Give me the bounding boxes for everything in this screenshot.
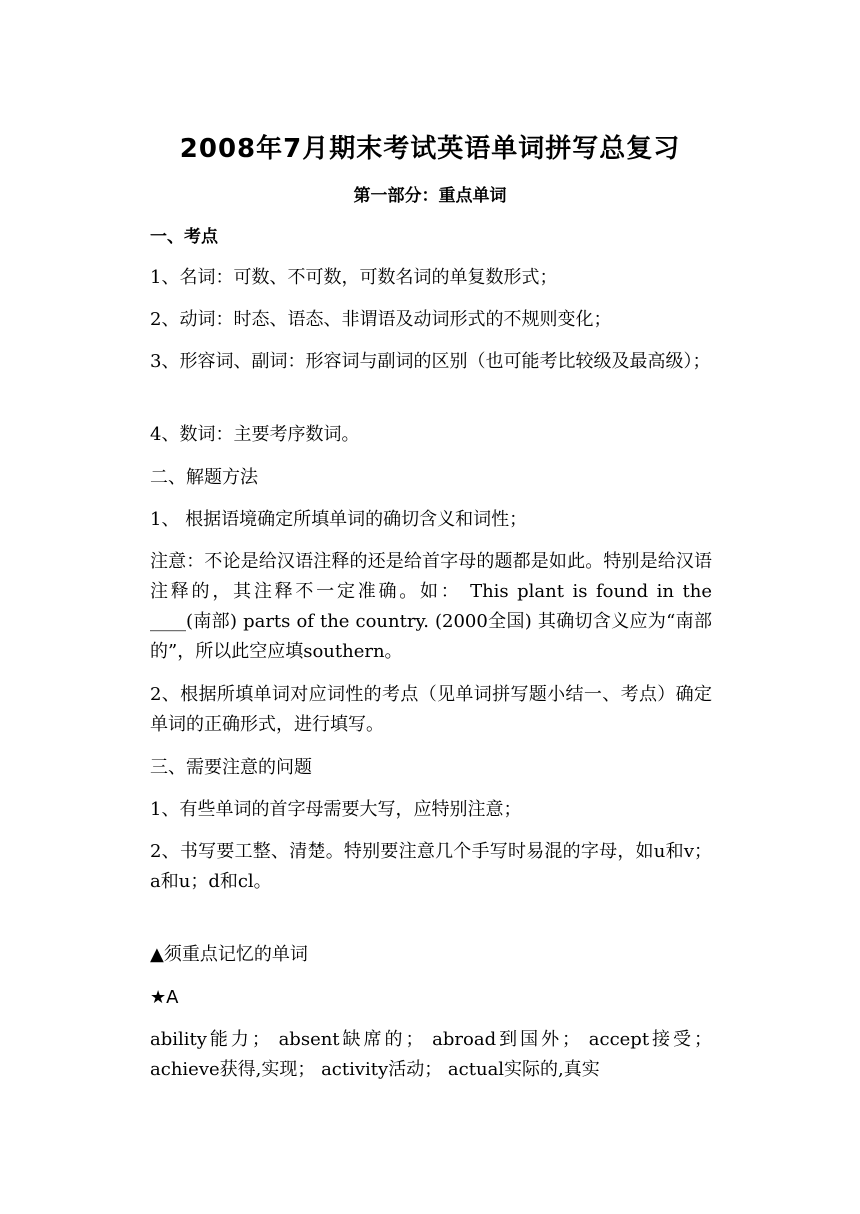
document-subtitle: 第一部分：重点单词 [353, 186, 507, 206]
section3-heading: 三、需要注意的问题 [150, 757, 312, 778]
section2-item-1: 1、 根据语境确定所填单词的确切含义和词性； [150, 509, 528, 530]
section1-item-4: 4、数词：主要考序数词。 [150, 424, 360, 445]
section1-heading: 一、考点 [150, 227, 218, 247]
memorize-heading: ▲须重点记忆的单词 [150, 944, 308, 965]
section2-heading: 二、解题方法 [150, 467, 258, 488]
section3-item-2: 2、书写要工整、清楚。特别要注意几个手写时易混的字母，如u和v；a和u；d和cl。 [150, 841, 712, 892]
section1-item-2: 2、动词：时态、语态、非谓语及动词形式的不规则变化； [150, 309, 612, 330]
document-title: 2008年7月期末考试英语单词拼写总复习 [179, 134, 681, 164]
word-list-a: ability能力； absent缺席的； abroad到国外； accept接受； achieve获得,实现； activity活动； actual实际的,真实 [150, 1029, 712, 1080]
section1-item-1: 1、名词：可数、不可数，可数名词的单复数形式； [150, 267, 558, 288]
section1-item-3: 3、形容词、副词：形容词与副词的区别（也可能考比较级及最高级）； [150, 351, 711, 372]
letter-a-heading: ★A [150, 987, 179, 1008]
section2-note: 注意：不论是给汉语注释的还是给首字母的题都是如此。特别是给汉语注释的，其注释不一定准确。如： This plant is found in the ____(南部) parts of the country. (2000全国) 其确切含义应为“南部的”，所以此空应填southern。 [150, 551, 712, 662]
section3-item-1: 1、有些单词的首字母需要大写，应特别注意； [150, 799, 522, 820]
section2-item-2: 2、根据所填单词对应词性的考点（见单词拼写题小结一、考点）确定单词的正确形式，进行填写。 [150, 684, 712, 735]
